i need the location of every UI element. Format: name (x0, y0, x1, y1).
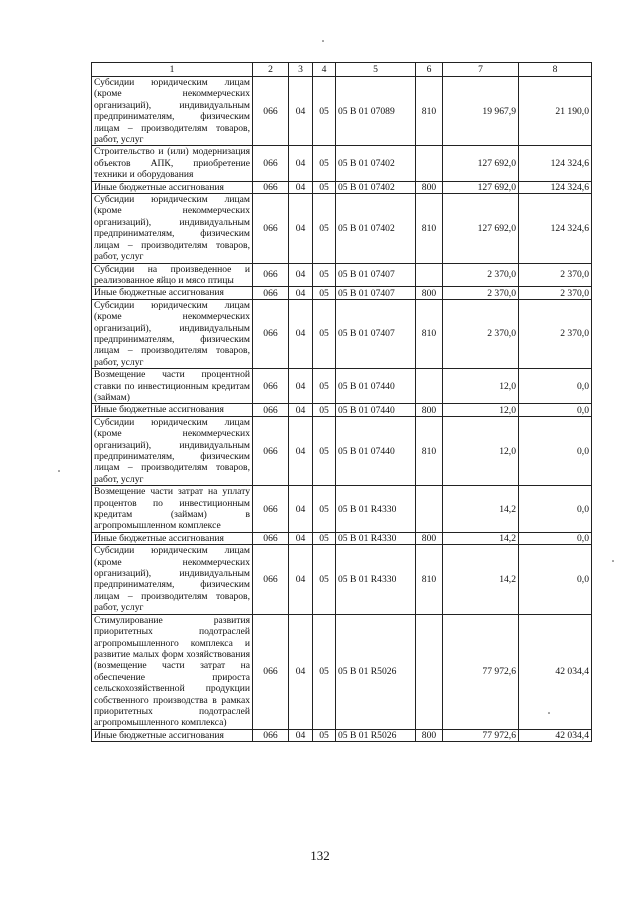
table-row (92, 369, 592, 404)
item-name: Возмещение части процентной ставки по инвестиционным кредитам (займам) (92, 369, 253, 404)
target-article-code: 05 В 01 07440 (336, 404, 416, 416)
ministry-code: 066 (253, 287, 289, 299)
section-code: 04 (289, 146, 313, 181)
ministry-code: 066 (253, 614, 289, 729)
amount-year-2: 0,0 (519, 369, 592, 404)
scan-speck (322, 40, 324, 42)
item-name: Субсидии на произведенное и реализованное яйцо и мясо птицы (92, 263, 253, 287)
amount-year-1: 12,0 (443, 404, 519, 416)
column-header: 8 (519, 63, 592, 77)
item-name: Субсидии юридическим лицам (кроме некоммерческих организаций), индивидуальным предпринимателям, физическим лицам – производителям товаров, работ, услуг (92, 77, 253, 146)
amount-year-2: 0,0 (519, 486, 592, 533)
amount-year-2: 124 324,6 (519, 146, 592, 181)
table-row (92, 181, 592, 193)
target-article-code: 05 В 01 R4330 (336, 545, 416, 614)
section-code: 04 (289, 263, 313, 287)
column-header: 7 (443, 63, 519, 77)
amount-year-2: 42 034,4 (519, 729, 592, 741)
scan-speck (612, 560, 614, 562)
page-number: 132 (310, 848, 330, 863)
section-code: 04 (289, 532, 313, 544)
table-row (92, 77, 592, 146)
item-name: Иные бюджетные ассигнования (92, 532, 253, 544)
amount-year-2: 0,0 (519, 545, 592, 614)
amount-year-1: 77 972,6 (443, 729, 519, 741)
item-name: Стимулирование развития приоритетных подотраслей агропромышленного комплекса и развитие малых форм хозяйствования (возмещение части затрат на обеспечение прироста сельскохозяйственной продукции собственного производства в рамках приоритетных подотраслей агропромышленного комплекса) (92, 614, 253, 729)
budget-table (91, 62, 592, 742)
subsection-code: 05 (313, 486, 336, 533)
table-row (92, 486, 592, 533)
table-row (92, 729, 592, 741)
amount-year-2: 124 324,6 (519, 181, 592, 193)
table-row (92, 404, 592, 416)
section-code: 04 (289, 729, 313, 741)
section-code: 04 (289, 404, 313, 416)
column-header: 1 (92, 63, 253, 77)
amount-year-1: 2 370,0 (443, 263, 519, 287)
target-article-code: 05 В 01 07402 (336, 181, 416, 193)
item-name: Субсидии юридическим лицам (кроме некоммерческих организаций), индивидуальным предпринимателям, физическим лицам – производителям товаров, работ, услуг (92, 545, 253, 614)
ministry-code: 066 (253, 299, 289, 368)
table-row (92, 532, 592, 544)
expense-type-code (416, 146, 443, 181)
subsection-code: 05 (313, 545, 336, 614)
target-article-code: 05 В 01 R4330 (336, 486, 416, 533)
subsection-code: 05 (313, 299, 336, 368)
amount-year-1: 12,0 (443, 369, 519, 404)
target-article-code: 05 В 01 07407 (336, 299, 416, 368)
amount-year-2: 0,0 (519, 532, 592, 544)
amount-year-1: 127 692,0 (443, 181, 519, 193)
amount-year-1: 77 972,6 (443, 614, 519, 729)
subsection-code: 05 (313, 194, 336, 263)
expense-type-code: 810 (416, 545, 443, 614)
subsection-code: 05 (313, 181, 336, 193)
subsection-code: 05 (313, 77, 336, 146)
section-code: 04 (289, 287, 313, 299)
amount-year-2: 2 370,0 (519, 263, 592, 287)
section-code: 04 (289, 545, 313, 614)
expense-type-code: 810 (416, 77, 443, 146)
expense-type-code (416, 614, 443, 729)
subsection-code: 05 (313, 614, 336, 729)
ministry-code: 066 (253, 181, 289, 193)
amount-year-1: 12,0 (443, 416, 519, 485)
item-name: Возмещение части затрат на уплату процентов по инвестиционным кредитам (займам) в агропромышленном комплексе (92, 486, 253, 533)
expense-type-code: 810 (416, 194, 443, 263)
expense-type-code: 800 (416, 404, 443, 416)
ministry-code: 066 (253, 404, 289, 416)
item-name: Субсидии юридическим лицам (кроме некоммерческих организаций), индивидуальным предпринимателям, физическим лицам – производителям товаров, работ, услуг (92, 194, 253, 263)
ministry-code: 066 (253, 545, 289, 614)
table-row (92, 146, 592, 181)
table-row (92, 416, 592, 485)
table-row (92, 545, 592, 614)
target-article-code: 05 В 01 07402 (336, 146, 416, 181)
target-article-code: 05 В 01 07440 (336, 416, 416, 485)
item-name: Субсидии юридическим лицам (кроме некоммерческих организаций), индивидуальным предпринимателям, физическим лицам – производителям товаров, работ, услуг (92, 299, 253, 368)
table-row (92, 263, 592, 287)
section-code: 04 (289, 194, 313, 263)
column-header: 3 (289, 63, 313, 77)
column-header: 2 (253, 63, 289, 77)
ministry-code: 066 (253, 146, 289, 181)
item-name: Иные бюджетные ассигнования (92, 404, 253, 416)
expense-type-code: 800 (416, 532, 443, 544)
amount-year-2: 2 370,0 (519, 287, 592, 299)
amount-year-1: 2 370,0 (443, 299, 519, 368)
ministry-code: 066 (253, 486, 289, 533)
target-article-code: 05 В 01 R5026 (336, 614, 416, 729)
ministry-code: 066 (253, 369, 289, 404)
amount-year-2: 0,0 (519, 416, 592, 485)
expense-type-code: 810 (416, 416, 443, 485)
table-row (92, 194, 592, 263)
expense-type-code: 800 (416, 729, 443, 741)
item-name: Строительство и (или) модернизация объектов АПК, приобретение техники и оборудования (92, 146, 253, 181)
amount-year-1: 2 370,0 (443, 287, 519, 299)
expense-type-code: 810 (416, 299, 443, 368)
target-article-code: 05 В 01 07402 (336, 194, 416, 263)
ministry-code: 066 (253, 416, 289, 485)
subsection-code: 05 (313, 404, 336, 416)
ministry-code: 066 (253, 194, 289, 263)
target-article-code: 05 В 01 07407 (336, 287, 416, 299)
table-row (92, 299, 592, 368)
section-code: 04 (289, 369, 313, 404)
target-article-code: 05 В 01 07407 (336, 263, 416, 287)
section-code: 04 (289, 614, 313, 729)
expense-type-code: 800 (416, 181, 443, 193)
expense-type-code (416, 263, 443, 287)
section-code: 04 (289, 299, 313, 368)
amount-year-1: 19 967,9 (443, 77, 519, 146)
target-article-code: 05 В 01 07440 (336, 369, 416, 404)
amount-year-1: 14,2 (443, 532, 519, 544)
subsection-code: 05 (313, 287, 336, 299)
amount-year-2: 2 370,0 (519, 299, 592, 368)
scan-speck (58, 470, 60, 472)
amount-year-2: 21 190,0 (519, 77, 592, 146)
subsection-code: 05 (313, 532, 336, 544)
item-name: Иные бюджетные ассигнования (92, 729, 253, 741)
ministry-code: 066 (253, 729, 289, 741)
subsection-code: 05 (313, 369, 336, 404)
table-header-row (92, 63, 592, 77)
amount-year-2: 124 324,6 (519, 194, 592, 263)
table-row (92, 287, 592, 299)
section-code: 04 (289, 77, 313, 146)
table-row (92, 614, 592, 729)
amount-year-2: 0,0 (519, 404, 592, 416)
subsection-code: 05 (313, 416, 336, 485)
target-article-code: 05 В 01 R5026 (336, 729, 416, 741)
column-header: 5 (336, 63, 416, 77)
section-code: 04 (289, 181, 313, 193)
section-code: 04 (289, 486, 313, 533)
expense-type-code: 800 (416, 287, 443, 299)
ministry-code: 066 (253, 263, 289, 287)
column-header: 6 (416, 63, 443, 77)
amount-year-1: 14,2 (443, 486, 519, 533)
target-article-code: 05 В 01 07089 (336, 77, 416, 146)
column-header: 4 (313, 63, 336, 77)
expense-type-code (416, 369, 443, 404)
amount-year-1: 127 692,0 (443, 146, 519, 181)
item-name: Иные бюджетные ассигнования (92, 181, 253, 193)
expense-type-code (416, 486, 443, 533)
subsection-code: 05 (313, 729, 336, 741)
subsection-code: 05 (313, 146, 336, 181)
subsection-code: 05 (313, 263, 336, 287)
amount-year-2: 42 034,4 (519, 614, 592, 729)
item-name: Субсидии юридическим лицам (кроме некоммерческих организаций), индивидуальным предпринимателям, физическим лицам – производителям товаров, работ, услуг (92, 416, 253, 485)
amount-year-1: 127 692,0 (443, 194, 519, 263)
amount-year-1: 14,2 (443, 545, 519, 614)
target-article-code: 05 В 01 R4330 (336, 532, 416, 544)
ministry-code: 066 (253, 77, 289, 146)
ministry-code: 066 (253, 532, 289, 544)
section-code: 04 (289, 416, 313, 485)
item-name: Иные бюджетные ассигнования (92, 287, 253, 299)
